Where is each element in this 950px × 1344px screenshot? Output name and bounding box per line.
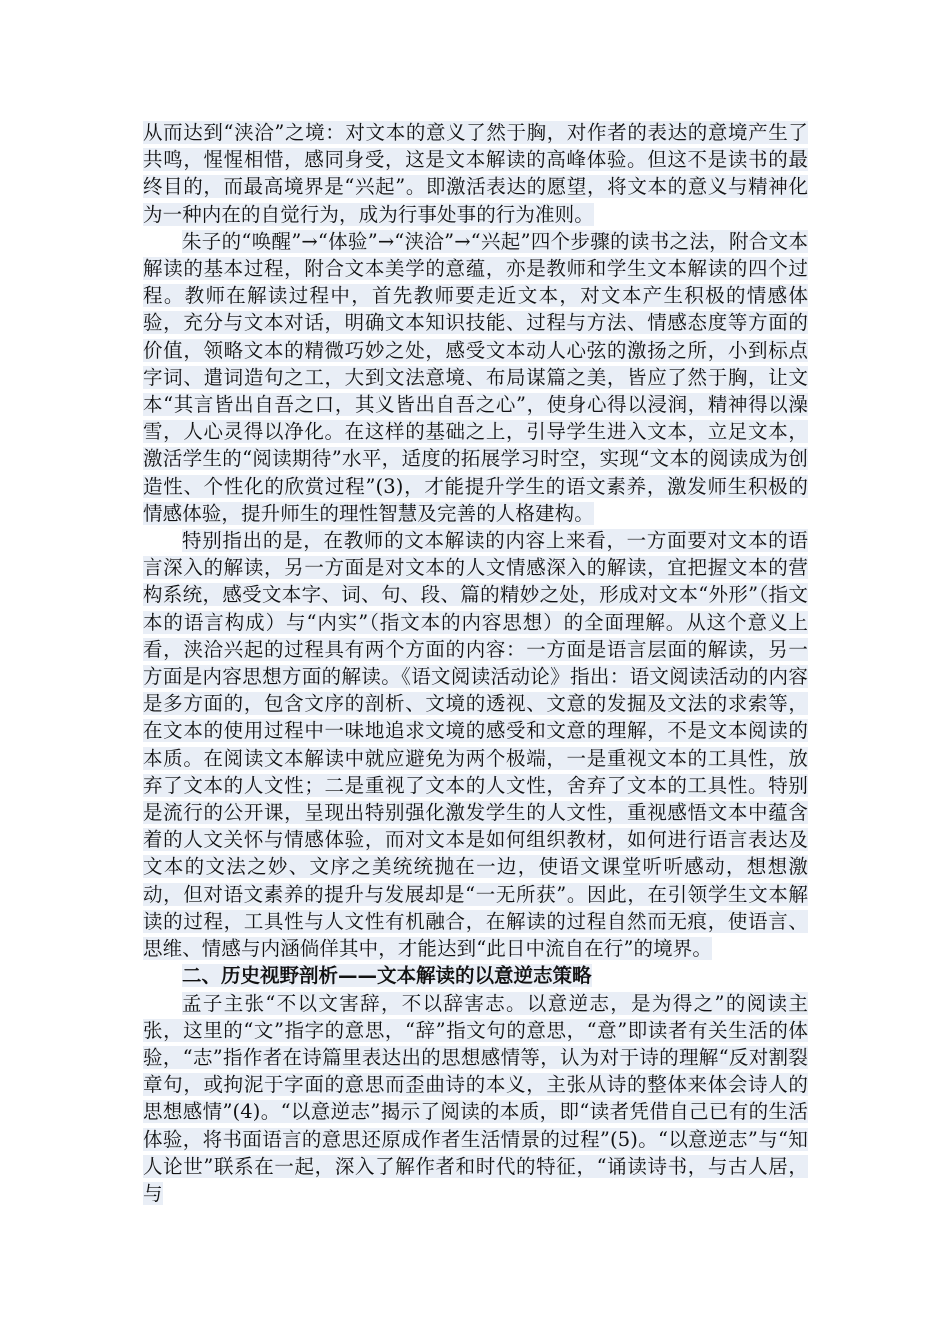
section-heading [143, 962, 808, 989]
paragraph-2 [143, 228, 808, 527]
paragraph-3 [143, 527, 808, 962]
paragraph-3-text: 特别指出的是，在教师的文本解读的内容上来看，一方面要对文本的语言深入的解读，另一方面是对文本的人文情感深入的解读，宜把握文本的营构系统，感受文本字、词、句、段、篇的精妙之处，形成对文本“外形”（指文本的语言构成）与“内实”（指文本的内容思想）的全面理解。从这个意义上看，浃洽兴起的过程具有两个方面的内容：一方面是语言层面的解读，另一方面是内容思想方面的解读。《语文阅读活动论》指出：语文阅读活动的内容是多方面的，包含文序的剖析、文境的透视、文意的发掘及文法的求索等，在文本的使用过程中一味地追求文境的感受和文意的理解，不是文本阅读的本质。在阅读文本解读中就应避免为两个极端，一是重视文本的工具性，放弃了文本的人文性；二是重视了文本的人文性，舍弃了文本的工具性。特别是流行的公开课，呈现出特别强化激发学生的人文性，重视感悟文本中蕴含着的人文关怀与情感体验，而对文本是如何组织教材，如何进行语言表达及文本的文法之妙、文序之美统统抛在一边，使语文课堂听听感动，想想激动，但对语文素养的提升与发展却是“一无所获”。因此，在引领学生文本解读的过程，工具性与人文性有机融合，在解读的过程自然而无痕，使语言、思维、情感与内涵倘佯其中，才能达到“此日中流自在行”的境界。 [143, 529, 808, 961]
paragraph-1 [143, 119, 808, 228]
paragraph-2-text: 朱子的“唤醒”→“体验”→“浃洽”→“兴起”四个步骤的读书之法，附合文本解读的基本过程，附合文本美学的意蕴，亦是教师和学生文本解读的四个过程。教师在解读过程中，首先教师要走近文本，对文本产生积极的情感体验，充分与文本对话，明确文本知识技能、过程与方法、情感态度等方面的价值，领略文本的精微巧妙之处，感受文本动人心弦的激扬之所，小到标点字词、遣词造句之工，大到文法意境、布局谋篇之美，皆应了然于胸，让文本“其言皆出自吾之口，其义皆出自吾之心”，使身心得以浸润，精神得以澡雪，人心灵得以净化。在这样的基础之上，引导学生进入文本，立足文本，激活学生的“阅读期待”水平，适度的拓展学习时空，实现“文本的阅读成为创造性、个性化的欣赏过程”(3)，才能提升学生的语文素养，激发师生积极的情感体验，提升师生的理性智慧及完善的人格建构。 [143, 229, 808, 525]
paragraph-1-text: 从而达到“浃洽”之境：对文本的意义了然于胸，对作者的表达的意境产生了共鸣，惺惺相惜，感同身受，这是文本解读的高峰体验。但这不是读书的最终目的，而最高境界是“兴起”。即激活表达的愿望，将文本的意义与精神化为一种内在的自觉行为，成为行事处事的行为准则。 [143, 121, 808, 226]
paragraph-4 [143, 990, 808, 1208]
section-heading-text: 二、历史视野剖析——文本解读的以意逆志策略 [182, 964, 592, 988]
paragraph-4-text: 孟子主张“不以文害辞，不以辞害志。以意逆志，是为得之”的阅读主张，这里的“文”指字的意思，“辞”指文句的意思，“意”即读者有关生活的体验，“志”指作者在诗篇里表达出的思想感情等，认为对于诗的理解“反对割裂章句，或拘泥于字面的意思而歪曲诗的本义，主张从诗的整体来体会诗人的思想感情”(4)。“以意逆志”揭示了阅读的本质，即“读者凭借自己已有的生活体验，将书面语言的意思还原成作者生活情景的过程”(5)。“以意逆志”与“知人论世”联系在一起，深入了解作者和时代的特征，“诵读诗书，与古人居，与 [143, 991, 808, 1205]
document-body [143, 119, 808, 1207]
